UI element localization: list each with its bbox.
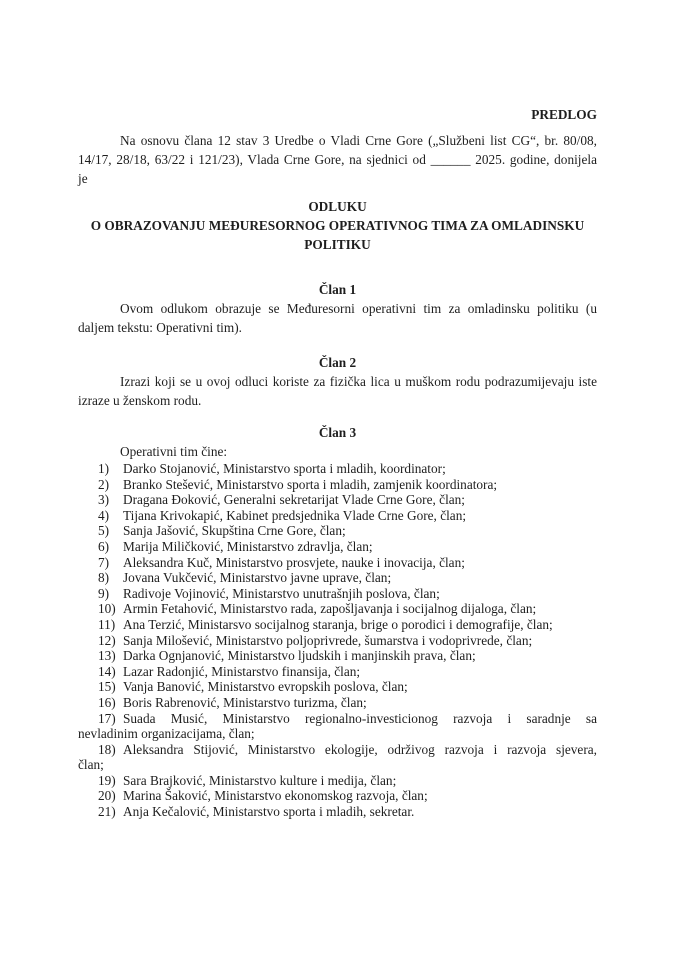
article-heading: Član 2 xyxy=(318,355,357,370)
article-heading: Član 1 xyxy=(318,282,357,297)
article-body-line: Operativni tim čine: xyxy=(120,444,228,459)
member-text: Branko Stešević, Ministarstvo sporta i mladih, zamjenik koordinatora; xyxy=(123,476,498,492)
member-row xyxy=(78,711,597,742)
member-text: Marija Miličković, Ministarstvo zdravlja, član; xyxy=(123,538,373,554)
member-number: 10) xyxy=(98,601,116,617)
doc-label-predlog: PREDLOG xyxy=(531,107,597,122)
member-text: Marina Šaković, Ministarstvo ekonomskog razvoja, član; xyxy=(123,788,428,804)
member-text: Suada Musić, Ministarstvo regionalno-investicionog razvoja i saradnje sa xyxy=(123,710,597,726)
member-text: Tijana Krivokapić, Kabinet predsjednika Vlade Crne Gore, član; xyxy=(123,507,467,523)
article-clan-2 xyxy=(78,353,597,410)
member-number: 3) xyxy=(98,492,110,508)
intro-paragraph xyxy=(78,131,597,188)
member-number: 17) xyxy=(98,710,116,726)
article-body-line: izraze u ženskom rodu. xyxy=(78,393,202,408)
member-number: 2) xyxy=(98,476,110,492)
member-text: Boris Rabrenović, Ministarstvo turizma, član; xyxy=(123,694,367,710)
member-number: 13) xyxy=(98,648,116,664)
article-body-line: daljem tekstu: Operativni tim). xyxy=(78,320,242,335)
member-row xyxy=(78,633,597,649)
member-row xyxy=(78,508,597,524)
member-number: 9) xyxy=(98,585,110,601)
article-body-line: Izrazi koji se u ovoj odluci koriste za fizička lica u muškom rodu podrazumijevaju iste xyxy=(120,374,597,389)
member-row xyxy=(78,461,597,477)
decision-title-line: O OBRAZOVANJU MEĐURESORNOG OPERATIVNOG TIMA ZA OMLADINSKU xyxy=(90,218,585,233)
decision-word: ODLUKU xyxy=(308,199,367,214)
intro-line: Na osnovu člana 12 stav 3 Uredbe o Vladi Crne Gore („Službeni list CG“, br. 80/08, xyxy=(120,133,597,148)
member-row xyxy=(78,492,597,508)
member-row xyxy=(78,804,597,820)
member-row xyxy=(78,523,597,539)
member-row xyxy=(78,742,597,773)
member-number: 4) xyxy=(98,507,110,523)
member-number: 18) xyxy=(98,741,116,757)
intro-line: 14/17, 28/18, 63/22 i 121/23), Vlada Crne Gore, na sjednici od ______ 2025. godine, donijela xyxy=(78,152,597,167)
member-number: 12) xyxy=(98,632,116,648)
member-text: Lazar Radonjić, Ministarstvo finansija, član; xyxy=(123,663,361,679)
member-number: 7) xyxy=(98,554,110,570)
member-text-continued: nevladinim organizacijama, član; xyxy=(78,726,255,742)
member-text: Radivoje Vojinović, Ministarstvo unutrašnjih poslova, član; xyxy=(123,585,440,601)
member-text-continued: član; xyxy=(78,757,104,773)
member-text: Aleksandra Kuč, Ministarstvo prosvjete, nauke i inovacija, član; xyxy=(123,554,465,570)
member-list xyxy=(78,461,597,820)
member-text: Anja Kečalović, Ministarstvo sporta i mladih, sekretar. xyxy=(123,804,415,820)
member-text: Ana Terzić, Ministarsvo socijalnog staranja, brige o porodici i demografije, član; xyxy=(123,616,553,632)
member-row xyxy=(78,664,597,680)
member-row xyxy=(78,555,597,571)
member-number: 21) xyxy=(98,804,116,820)
member-text: Armin Fetahović, Ministarstvo rada, zapošljavanja i socijalnog dijaloga, član; xyxy=(123,601,537,617)
member-row xyxy=(78,477,597,493)
member-text: Aleksandra Stijović, Ministarstvo ekologije, održivog razvoja i razvoja sjevera, xyxy=(123,741,597,757)
member-text: Darka Ognjanović, Ministarstvo ljudskih i manjinskih prava, član; xyxy=(123,648,476,664)
member-number: 1) xyxy=(98,461,110,476)
member-number: 19) xyxy=(98,772,116,788)
intro-line: je xyxy=(78,171,88,186)
member-row xyxy=(78,773,597,789)
member-number: 11) xyxy=(98,616,116,632)
member-row xyxy=(78,679,597,695)
member-number: 14) xyxy=(98,663,116,679)
member-row xyxy=(78,601,597,617)
member-text: Darko Stojanović, Ministarstvo sporta i mladih, koordinator; xyxy=(123,461,446,476)
member-row xyxy=(78,570,597,586)
member-text: Dragana Đoković, Generalni sekretarijat Vlade Crne Gore, član; xyxy=(123,492,466,508)
member-text: Sanja Milošević, Ministarstvo poljoprivrede, šumarstva i vodoprivrede, član; xyxy=(123,632,533,648)
member-text: Sanja Jašović, Skupština Crne Gore, član; xyxy=(123,523,346,539)
member-row xyxy=(78,788,597,804)
article-clan-3 xyxy=(78,423,597,461)
member-number: 20) xyxy=(98,788,116,804)
member-row xyxy=(78,539,597,555)
member-row xyxy=(78,695,597,711)
member-row xyxy=(78,648,597,664)
member-row xyxy=(78,617,597,633)
member-number: 8) xyxy=(98,570,110,586)
article-clan-1 xyxy=(78,280,597,337)
member-number: 6) xyxy=(98,538,110,554)
member-number: 15) xyxy=(98,679,116,695)
member-number: 16) xyxy=(98,694,116,710)
member-row xyxy=(78,586,597,602)
member-number: 5) xyxy=(98,523,110,539)
decision-title-line: POLITIKU xyxy=(304,237,371,252)
decision-heading xyxy=(78,197,597,254)
member-text: Sara Brajković, Ministarstvo kulture i medija, član; xyxy=(123,772,397,788)
article-body-line: Ovom odlukom obrazuje se Međuresorni operativni tim za omladinsku politiku (u xyxy=(120,301,597,316)
member-text: Jovana Vukčević, Ministarstvo javne uprave, član; xyxy=(123,570,392,586)
article-heading: Član 3 xyxy=(318,425,357,440)
member-text: Vanja Banović, Ministarstvo evropskih poslova, član; xyxy=(123,679,408,695)
